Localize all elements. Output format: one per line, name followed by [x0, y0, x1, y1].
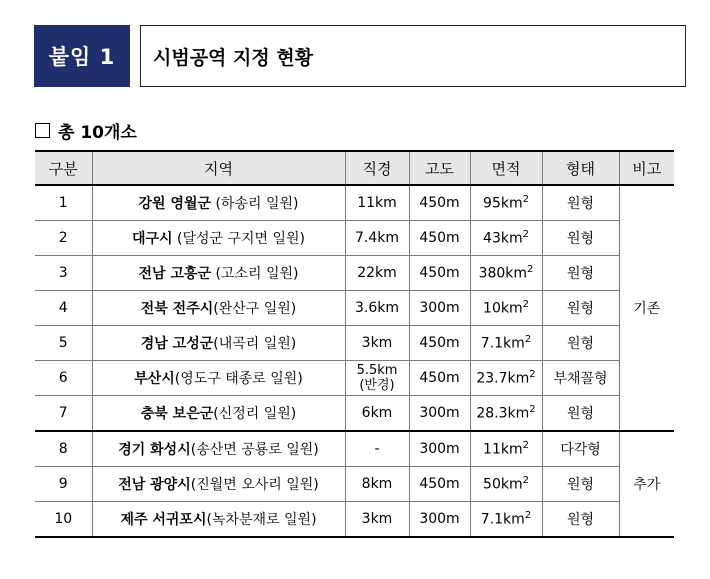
region-detail: (송산면 공룡로 일원): [190, 442, 319, 458]
area-exponent: 2: [522, 194, 529, 206]
cell-altitude: 300m: [409, 431, 470, 467]
cell-no: 8: [35, 431, 92, 467]
cell-area: [470, 221, 542, 256]
cell-shape: 원형: [542, 221, 619, 256]
area-value: 28.3km: [476, 405, 530, 422]
region-name: 전북 전주시: [140, 301, 214, 317]
document-header: [34, 25, 686, 87]
cell-no: 2: [35, 221, 92, 256]
cell-diameter: [345, 361, 409, 396]
cell-area: [470, 326, 542, 361]
region-name: 제주 서귀포시: [120, 512, 207, 528]
cell-shape: 원형: [542, 326, 619, 361]
summary-line: [35, 118, 137, 143]
region-detail: (신정리 일원): [213, 406, 297, 422]
area-exponent: 2: [527, 264, 534, 276]
area-value: 50km: [483, 476, 523, 493]
cell-region: [92, 431, 345, 467]
area-value: 23.7km: [476, 370, 530, 387]
airspace-table: [35, 150, 674, 538]
area-value: 10km: [483, 300, 523, 317]
area-exponent: 2: [524, 510, 532, 522]
col-header-shape: 형태: [542, 151, 619, 185]
cell-shape: 다각형: [542, 431, 619, 467]
cell-area: [470, 291, 542, 326]
cell-altitude: 450m: [409, 326, 470, 361]
region-detail: (달성군 구지면 일원): [172, 231, 306, 247]
cell-no: 5: [35, 326, 92, 361]
region-detail: (하송리 일원): [211, 196, 299, 212]
cell-no: 7: [35, 396, 92, 432]
region-detail: (완산구 일원): [213, 301, 297, 317]
table-row: [35, 221, 674, 256]
cell-area: [470, 185, 542, 221]
cell-diameter: 22km: [345, 256, 409, 291]
summary-text: 총 10개소: [58, 123, 137, 143]
area-value: 7.1km: [480, 511, 525, 528]
cell-diameter: -: [345, 431, 409, 467]
cell-no: 6: [35, 361, 92, 396]
cell-shape: 원형: [542, 396, 619, 432]
diameter-qualifier: (반경): [359, 378, 395, 393]
cell-region: [92, 502, 345, 538]
area-value: 95km: [483, 195, 523, 212]
cell-altitude: 450m: [409, 256, 470, 291]
area-value: 11km: [483, 441, 523, 458]
cell-area: [470, 361, 542, 396]
cell-altitude: 300m: [409, 502, 470, 538]
col-header-region: 지역: [92, 151, 345, 185]
table-row: [35, 431, 674, 467]
table-row: [35, 185, 674, 221]
cell-shape: 원형: [542, 185, 619, 221]
cell-shape: 원형: [542, 291, 619, 326]
area-exponent: 2: [522, 440, 529, 452]
cell-area: [470, 256, 542, 291]
cell-altitude: 300m: [409, 396, 470, 432]
cell-region: [92, 361, 345, 396]
region-name: 전남 고흥군: [138, 266, 212, 282]
col-header-altitude: 고도: [409, 151, 470, 185]
cell-region: [92, 185, 345, 221]
table-row: [35, 361, 674, 396]
cell-no: 4: [35, 291, 92, 326]
region-name: 전남 광양시: [118, 477, 191, 493]
region-detail: (진월면 오사리 일원): [190, 477, 319, 493]
cell-area: [470, 431, 542, 467]
cell-no: 10: [35, 502, 92, 538]
table-row: [35, 467, 674, 502]
table-row: [35, 256, 674, 291]
cell-region: [92, 221, 345, 256]
area-exponent: 2: [522, 299, 529, 311]
area-exponent: 2: [529, 369, 536, 381]
cell-region: [92, 326, 345, 361]
cell-diameter: 11km: [345, 185, 409, 221]
col-header-area: 면적: [470, 151, 542, 185]
area-value: 43km: [483, 230, 523, 247]
cell-region: [92, 396, 345, 432]
cell-region: [92, 467, 345, 502]
cell-altitude: 450m: [409, 221, 470, 256]
checkbox-icon: [35, 123, 50, 138]
cell-area: [470, 502, 542, 538]
table-row: [35, 502, 674, 538]
region-detail: (영도구 태종로 일원): [174, 371, 303, 387]
area-value: 380km: [478, 265, 528, 282]
cell-no: 1: [35, 185, 92, 221]
region-detail: (고소리 일원): [211, 266, 299, 282]
cell-diameter: 8km: [345, 467, 409, 502]
cell-altitude: 450m: [409, 185, 470, 221]
area-value: 7.1km: [480, 335, 525, 352]
region-name: 부산시: [134, 371, 175, 387]
cell-diameter: 3km: [345, 326, 409, 361]
cell-note-added: 추가: [619, 431, 674, 537]
region-name: 경기 화성시: [118, 442, 191, 458]
table-header-row: [35, 151, 674, 185]
cell-diameter: 3.6km: [345, 291, 409, 326]
cell-no: 3: [35, 256, 92, 291]
area-exponent: 2: [522, 229, 529, 241]
cell-diameter: 7.4km: [345, 221, 409, 256]
table-row: [35, 326, 674, 361]
cell-shape: 원형: [542, 502, 619, 538]
cell-altitude: 450m: [409, 467, 470, 502]
diameter-value: 5.5km: [356, 363, 398, 378]
cell-altitude: 300m: [409, 291, 470, 326]
region-detail: (녹차분재로 일원): [206, 512, 317, 528]
table-row: [35, 396, 674, 432]
area-exponent: 2: [524, 334, 532, 346]
cell-diameter: 3km: [345, 502, 409, 538]
cell-area: [470, 467, 542, 502]
page-title: 시범공역 지정 현황: [140, 25, 686, 87]
cell-diameter: 6km: [345, 396, 409, 432]
area-exponent: 2: [522, 475, 529, 487]
cell-region: [92, 256, 345, 291]
cell-region: [92, 291, 345, 326]
region-name: 대구시: [131, 231, 173, 247]
area-exponent: 2: [529, 404, 536, 416]
cell-altitude: 450m: [409, 361, 470, 396]
cell-shape: 원형: [542, 467, 619, 502]
region-name: 충북 보은군: [140, 406, 214, 422]
cell-shape: 부채꼴형: [542, 361, 619, 396]
col-header-diameter: 직경: [345, 151, 409, 185]
region-name: 경남 고성군: [140, 336, 214, 352]
col-header-no: 구분: [35, 151, 92, 185]
cell-note-existing: 기존: [619, 185, 674, 431]
attachment-badge: 붙임 1: [34, 25, 130, 87]
region-name: 강원 영월군: [138, 196, 212, 212]
cell-area: [470, 396, 542, 432]
cell-no: 9: [35, 467, 92, 502]
region-detail: (내곡리 일원): [213, 336, 297, 352]
cell-shape: 원형: [542, 256, 619, 291]
table-row: [35, 291, 674, 326]
col-header-note: 비고: [619, 151, 674, 185]
